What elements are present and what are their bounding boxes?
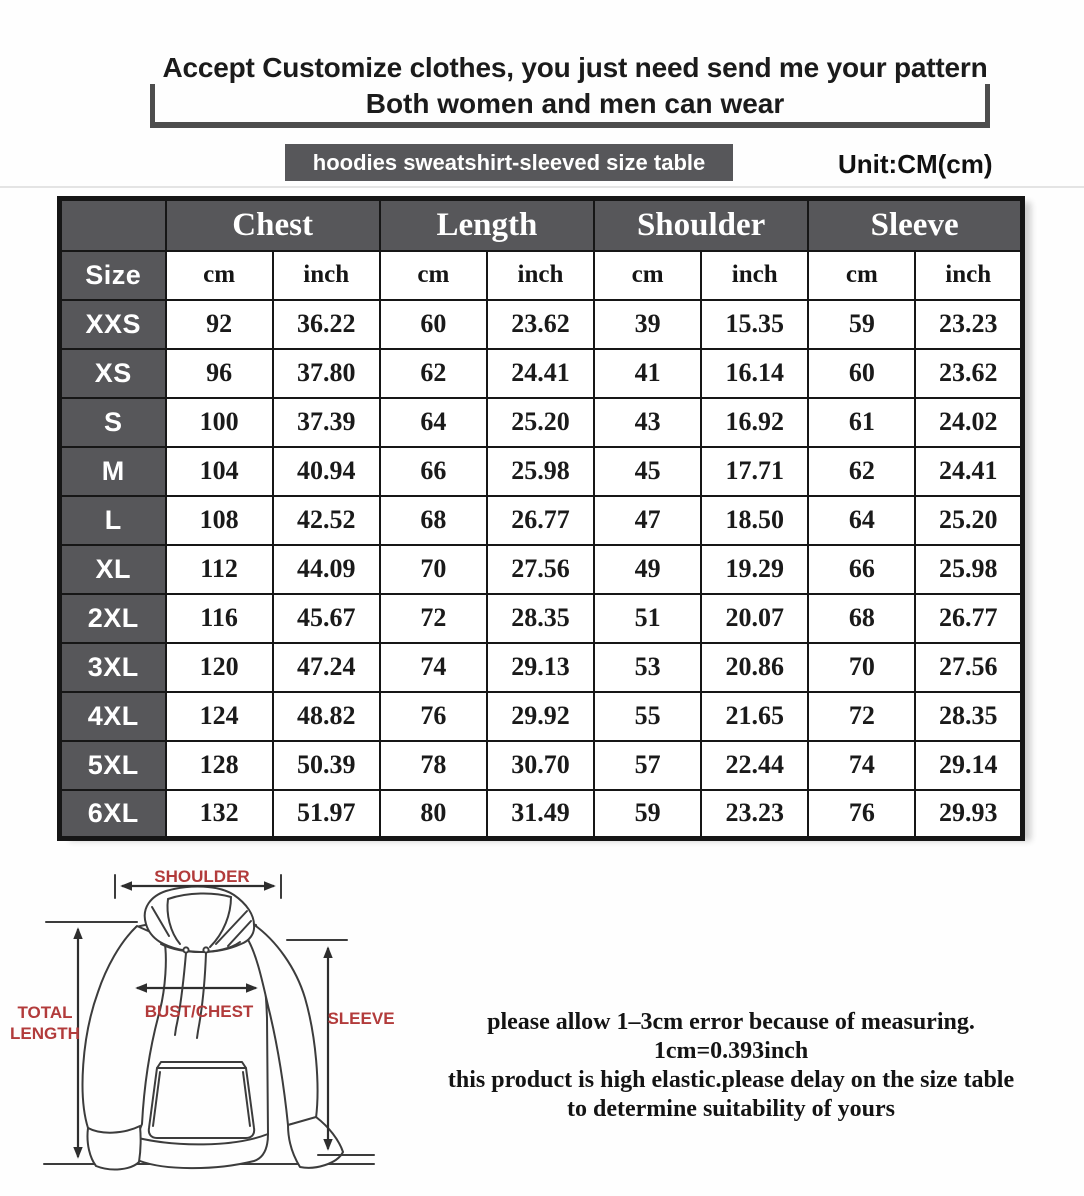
size-value-cell: 70 [380,545,487,594]
table-title-banner [285,144,733,181]
size-value-cell: 112 [166,545,273,594]
column-group-chest: Chest [166,199,380,251]
size-table [57,196,1025,841]
size-value-cell: 40.94 [273,447,380,496]
size-value-cell: 45.67 [273,594,380,643]
size-value-cell: 66 [380,447,487,496]
size-value-cell: 23.62 [487,300,594,349]
size-value-cell: 59 [594,790,701,839]
size-value-cell: 27.56 [487,545,594,594]
header-line-2: Both women and men can wear [365,88,785,119]
size-value-cell: 51.97 [273,790,380,839]
size-value-cell: 51 [594,594,701,643]
size-value-cell: 21.65 [701,692,808,741]
note-line: this product is high elastic.please delay on the size table [447,1067,1015,1093]
size-value-cell: 108 [166,496,273,545]
size-value-cell: 39 [594,300,701,349]
size-value-cell: 28.35 [487,594,594,643]
size-label: 5XL [60,741,166,790]
size-value-cell: 44.09 [273,545,380,594]
size-value-cell: 78 [380,741,487,790]
table-row [60,790,1023,839]
size-label: L [60,496,166,545]
size-value-cell: 29.92 [487,692,594,741]
size-label: 6XL [60,790,166,839]
column-group-sleeve: Sleeve [808,199,1022,251]
table-row [60,594,1023,643]
size-value-cell: 16.14 [701,349,808,398]
table-group-header-row [60,199,1023,251]
size-value-cell: 41 [594,349,701,398]
size-value-cell: 42.52 [273,496,380,545]
size-value-cell: 61 [808,398,915,447]
size-value-cell: 43 [594,398,701,447]
size-value-cell: 24.41 [915,447,1022,496]
size-value-cell: 22.44 [701,741,808,790]
total-length-label: TOTAL [17,1003,73,1022]
size-value-cell: 55 [594,692,701,741]
size-column-header: Size [60,251,166,300]
size-label: M [60,447,166,496]
note-line: please allow 1–3cm error because of measuring. [487,1009,975,1035]
size-value-cell: 57 [594,741,701,790]
size-value-cell: 29.13 [487,643,594,692]
size-value-cell: 24.41 [487,349,594,398]
table-row [60,300,1023,349]
table-row [60,545,1023,594]
size-label: XXS [60,300,166,349]
grommet [203,947,208,952]
table-row [60,398,1023,447]
size-value-cell: 29.93 [915,790,1022,839]
size-label: XL [60,545,166,594]
size-value-cell: 20.07 [701,594,808,643]
size-value-cell: 15.35 [701,300,808,349]
unit-label: Unit:CM(cm) [838,149,993,179]
size-value-cell: 74 [808,741,915,790]
shoulder-label: SHOULDER [154,867,250,886]
header-line-1: Accept Customize clothes, you just need send me your pattern [162,52,988,83]
size-value-cell: 23.23 [915,300,1022,349]
size-value-cell: 49 [594,545,701,594]
hoodie-measurement-diagram [0,858,440,1196]
unit-header: cm [808,251,915,300]
size-value-cell: 59 [808,300,915,349]
size-value-cell: 68 [808,594,915,643]
size-label: 3XL [60,643,166,692]
size-value-cell: 62 [380,349,487,398]
size-value-cell: 68 [380,496,487,545]
bust-chest-label: BUST/CHEST [144,1002,254,1021]
size-value-cell: 120 [166,643,273,692]
table-row [60,643,1023,692]
size-label: 4XL [60,692,166,741]
size-value-cell: 53 [594,643,701,692]
table-title: hoodies sweatshirt-sleeved size table [312,149,706,175]
size-value-cell: 37.80 [273,349,380,398]
size-value-cell: 64 [808,496,915,545]
size-value-cell: 25.98 [915,545,1022,594]
table-row [60,741,1023,790]
size-value-cell: 37.39 [273,398,380,447]
size-value-cell: 64 [380,398,487,447]
size-value-cell: 128 [166,741,273,790]
size-value-cell: 23.62 [915,349,1022,398]
size-value-cell: 60 [380,300,487,349]
size-value-cell: 70 [808,643,915,692]
size-value-cell: 31.49 [487,790,594,839]
table-row [60,447,1023,496]
unit-header: cm [594,251,701,300]
total-length-label: LENGTH [10,1024,80,1043]
column-group-length: Length [380,199,594,251]
unit-header: inch [273,251,380,300]
size-value-cell: 26.77 [915,594,1022,643]
table-row [60,692,1023,741]
size-value-cell: 96 [166,349,273,398]
unit-header: inch [487,251,594,300]
unit-header: cm [380,251,487,300]
unit-header: inch [701,251,808,300]
table-row [60,349,1023,398]
measurement-notes [400,1008,1062,1124]
size-value-cell: 25.98 [487,447,594,496]
note-line: 1cm=0.393inch [653,1038,809,1064]
size-value-cell: 36.22 [273,300,380,349]
corner-cell [60,199,166,251]
size-value-cell: 45 [594,447,701,496]
size-value-cell: 60 [808,349,915,398]
size-value-cell: 74 [380,643,487,692]
size-value-cell: 50.39 [273,741,380,790]
size-value-cell: 25.20 [915,496,1022,545]
size-value-cell: 72 [380,594,487,643]
hoodie-outline [83,919,343,1169]
size-value-cell: 20.86 [701,643,808,692]
size-value-cell: 17.71 [701,447,808,496]
size-value-cell: 62 [808,447,915,496]
size-value-cell: 124 [166,692,273,741]
size-value-cell: 76 [380,692,487,741]
size-value-cell: 26.77 [487,496,594,545]
note-line: to determine suitability of yours [567,1096,895,1122]
size-value-cell: 47 [594,496,701,545]
size-value-cell: 116 [166,594,273,643]
size-value-cell: 92 [166,300,273,349]
size-value-cell: 80 [380,790,487,839]
unit-header: inch [915,251,1022,300]
table-subheader-row [60,251,1023,300]
size-value-cell: 16.92 [701,398,808,447]
size-value-cell: 72 [808,692,915,741]
size-value-cell: 23.23 [701,790,808,839]
size-value-cell: 29.14 [915,741,1022,790]
size-value-cell: 48.82 [273,692,380,741]
size-value-cell: 30.70 [487,741,594,790]
size-value-cell: 132 [166,790,273,839]
column-group-shoulder: Shoulder [594,199,808,251]
size-value-cell: 18.50 [701,496,808,545]
size-value-cell: 28.35 [915,692,1022,741]
size-label: 2XL [60,594,166,643]
unit-header: cm [166,251,273,300]
size-value-cell: 27.56 [915,643,1022,692]
table-row [60,496,1023,545]
size-value-cell: 66 [808,545,915,594]
size-label: S [60,398,166,447]
grommet [183,947,188,952]
size-value-cell: 25.20 [487,398,594,447]
size-value-cell: 47.24 [273,643,380,692]
size-value-cell: 24.02 [915,398,1022,447]
size-label: XS [60,349,166,398]
sleeve-label: SLEEVE [327,1009,395,1028]
size-value-cell: 19.29 [701,545,808,594]
horizontal-divider [0,186,1084,188]
size-value-cell: 100 [166,398,273,447]
size-value-cell: 104 [166,447,273,496]
size-value-cell: 76 [808,790,915,839]
